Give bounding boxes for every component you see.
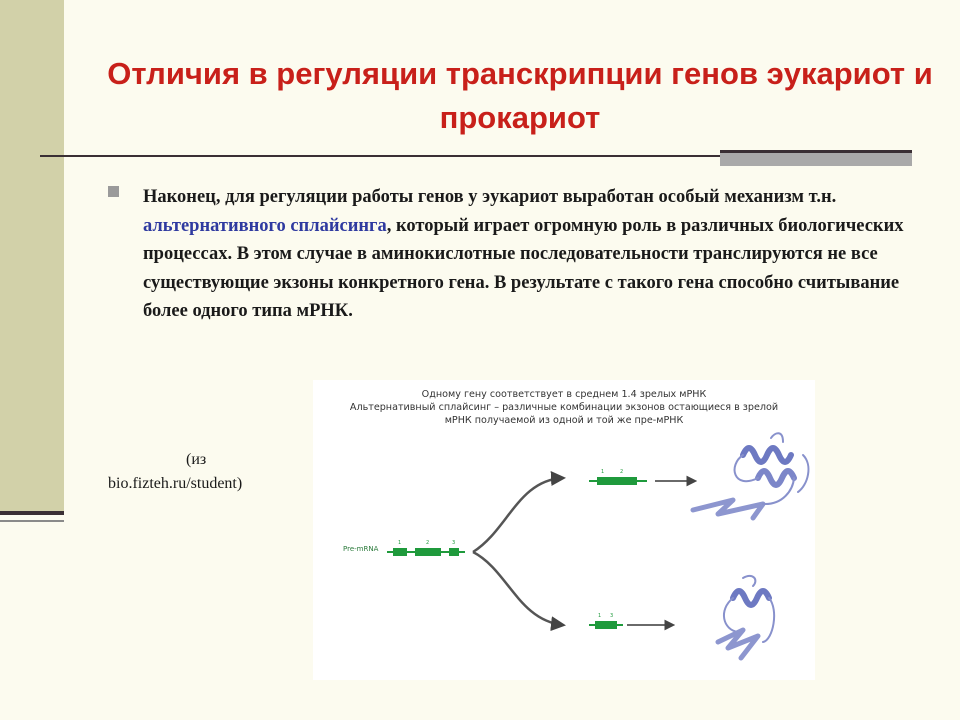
- branch-arrow-upper: [473, 478, 563, 552]
- pre-exon-1: [393, 548, 407, 556]
- pre-exon-label-3: 3: [452, 540, 456, 546]
- figure-caption-line-2: Альтернативный сплайсинг – различные комбинации экзонов остающиеся в зрелой: [349, 402, 779, 413]
- upper-exon-2: [611, 477, 637, 485]
- pre-exon-label-2: 2: [426, 540, 430, 546]
- protein-structure-lower-icon: [718, 576, 774, 658]
- splicing-diagram: [313, 380, 815, 680]
- bullet-square-icon: [108, 186, 119, 197]
- lower-exon-1: [595, 621, 607, 629]
- protein-structure-upper-icon: [693, 433, 808, 518]
- body-text-end: , который играет огромную роль в различных биологических процессах. В этом случае в аминокислотные последовательности транслируются не все существующие экзоны конкретного гена. В результате с такого гена способно считывание более одного типа мРНК.: [143, 215, 904, 321]
- lower-exon-label-2: 3: [610, 613, 614, 619]
- figure-caption-line-1: Одному гену соответствует в среднем 1.4 зрелых мРНК: [421, 389, 707, 400]
- upper-exon-label-1: 1: [601, 469, 605, 475]
- pre-exon-label-1: 1: [398, 540, 402, 546]
- upper-exon-1: [597, 477, 611, 485]
- upper-exon-label-2: 2: [620, 469, 624, 475]
- source-line-2: bio.fizteh.ru/student): [108, 475, 243, 492]
- lower-exon-3: [607, 621, 617, 629]
- splicing-figure: [313, 380, 815, 680]
- alternative-splicing-link[interactable]: альтернативного сплайсинга: [143, 215, 387, 236]
- title-rule-accent-top: [720, 150, 912, 153]
- left-panel-divider-thin: [0, 520, 64, 522]
- branch-arrow-lower: [473, 552, 563, 625]
- pre-exon-2: [415, 548, 441, 556]
- figure-caption-line-3: мРНК получаемой из одной и той же пре-мРНК: [444, 415, 684, 426]
- source-citation: [108, 448, 288, 496]
- left-side-panel: [0, 0, 64, 511]
- pre-mrna-label: Pre-mRNA: [343, 545, 379, 553]
- pre-exon-3: [449, 548, 459, 556]
- body-text-start: Наконец, для регуляции работы генов у эукариот выработан особый механизм т.н.: [143, 187, 837, 207]
- body-paragraph: [143, 183, 923, 326]
- lower-exon-label-1: 1: [598, 613, 602, 619]
- left-panel-divider: [0, 511, 64, 515]
- source-line-1: (из: [186, 451, 207, 468]
- slide-title: Отличия в регуляции транскрипции генов эукариот и прокариот: [107, 56, 933, 135]
